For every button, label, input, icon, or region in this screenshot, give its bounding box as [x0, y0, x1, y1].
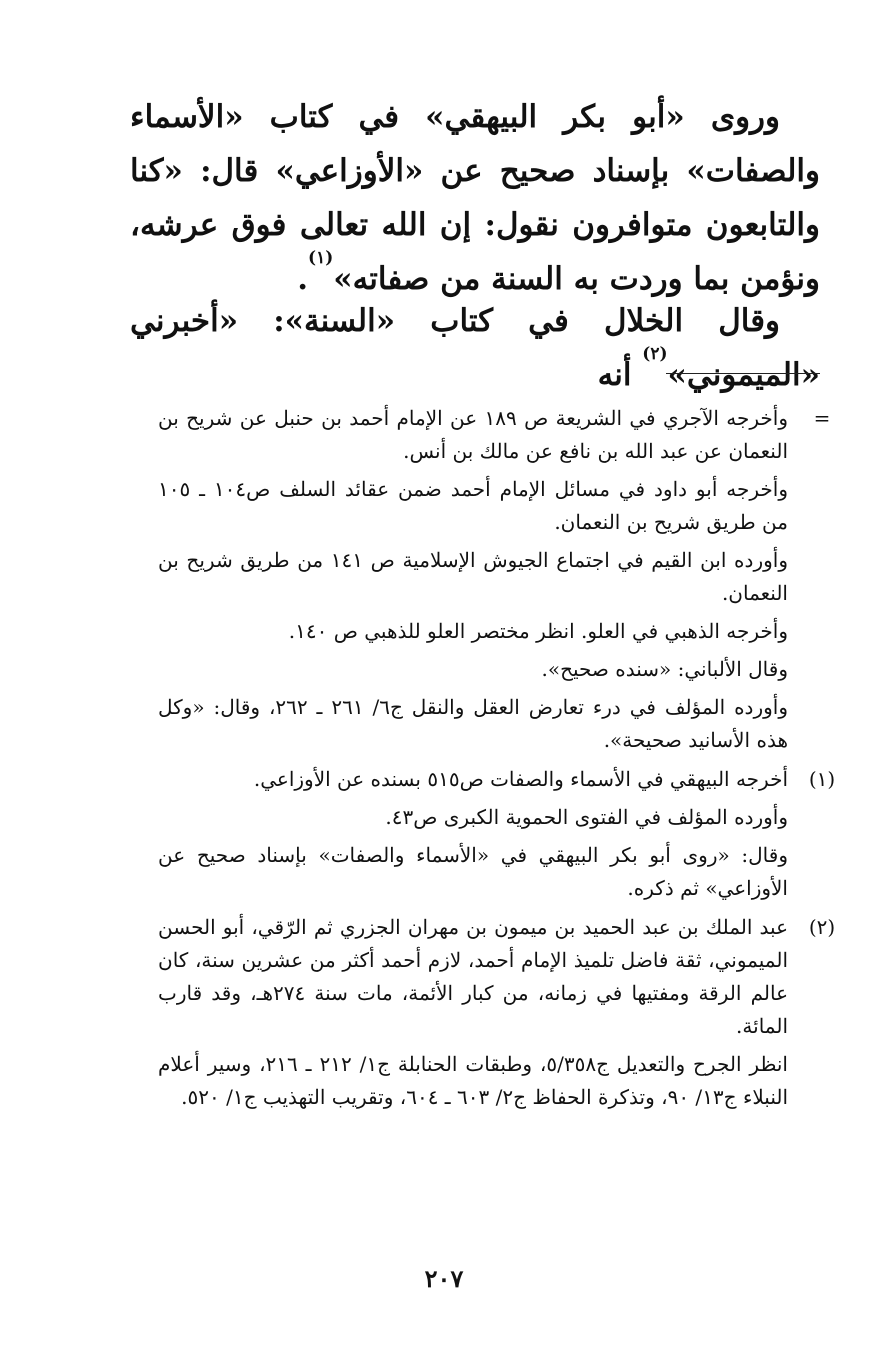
- footnote-paragraph: انظر الجرح والتعديل ج٥/٣٥٨، وطبقات الحنابلة ج١/ ٢١٢ ـ ٢١٦، وسير أعلام النبلاء ج١٣/ ٩٠، وتذكرة الحفاظ ج٢/ ٦٠٣ ـ ٦٠٤، وتقريب التهذيب ج١/ ٥٢٠.: [158, 1052, 788, 1109]
- footnote-marker: (٢): [808, 915, 836, 939]
- footnotes-section: [158, 402, 842, 1120]
- footnote-marker: (١): [808, 767, 836, 791]
- footnote-paragraph: عبد الملك بن عبد الحميد بن ميمون بن مهران الجزري ثم الرّقي، أبو الحسن الميموني، ثقة فاضل تلميذ الإمام أحمد، لازم أحمد أكثر من عشرين سنة، كان عالم الرقة ومفتيها في زمانه، من كبار الأئمة، مات سنة ٢٧٤هـ، وقد قارب المائة.: [158, 915, 788, 1038]
- main-paragraph-2-end: أنه: [597, 357, 643, 393]
- main-paragraph-2-text: وقال الخلال في كتاب «السنة»: «أخبرني «الميموني»: [130, 303, 820, 393]
- footnote-paragraph: وأورده المؤلف في درء تعارض العقل والنقل ج٦/ ٢٦١ ـ ٢٦٢، وقال: «وكل هذه الأسانيد صحيحة».: [158, 695, 788, 752]
- main-paragraph-1-end: .: [297, 261, 309, 297]
- footnote-paragraph: وقال: «روى أبو بكر البيهقي في «الأسماء والصفات» بإسناد صحيح عن الأوزاعي» ثم ذكره.: [158, 843, 788, 900]
- main-paragraph-1: [130, 90, 820, 306]
- footnote-continued: [158, 402, 842, 757]
- footnote-paragraph: أخرجه البيهقي في الأسماء والصفات ص٥١٥ بسنده عن الأوزاعي.: [253, 767, 788, 791]
- footnote-paragraph: وأورده المؤلف في الفتوى الحموية الكبرى ص٤٣.: [385, 805, 788, 829]
- main-paragraph-2: [130, 294, 820, 402]
- main-paragraph-1-text: وروى «أبو بكر البيهقي» في كتاب «الأسماء والصفات» بإسناد صحيح عن «الأوزاعي» قال: «كنا والتابعون متوافرون نقول: إن الله تعالى فوق عرشه، ونؤمن بما وردت به السنة من صفاته»: [130, 99, 820, 297]
- page-number: ٢٠٧: [424, 1264, 464, 1293]
- footnote-paragraph: وأخرجه أبو داود في مسائل الإمام أحمد ضمن عقائد السلف ص١٠٤ ـ ١٠٥ من طريق شريح بن النعمان.: [158, 477, 788, 534]
- footnote-paragraph: وأورده ابن القيم في اجتماع الجيوش الإسلامية ص ١٤١ من طريق شريح بن النعمان.: [158, 548, 788, 605]
- footnote-paragraph: وأخرجه الآجري في الشريعة ص ١٨٩ عن الإمام أحمد بن حنبل عن شريح بن النعمان عن عبد الله بن نافع عن مالك بن أنس.: [158, 406, 788, 463]
- footnote-marker: =: [813, 406, 831, 430]
- footnote-paragraph: وقال الألباني: «سنده صحيح».: [541, 657, 788, 681]
- footnote-1: [158, 763, 842, 905]
- footnote-ref-2: (٢): [642, 344, 668, 364]
- footnote-2: [158, 911, 842, 1114]
- main-text-block-1: [130, 90, 820, 306]
- footnote-ref-1: (١): [308, 248, 334, 268]
- main-text-block-2: [130, 294, 820, 402]
- footnote-paragraph: وأخرجه الذهبي في العلو. انظر مختصر العلو للذهبي ص ١٤٠.: [288, 619, 788, 643]
- footnote-separator: [666, 373, 820, 374]
